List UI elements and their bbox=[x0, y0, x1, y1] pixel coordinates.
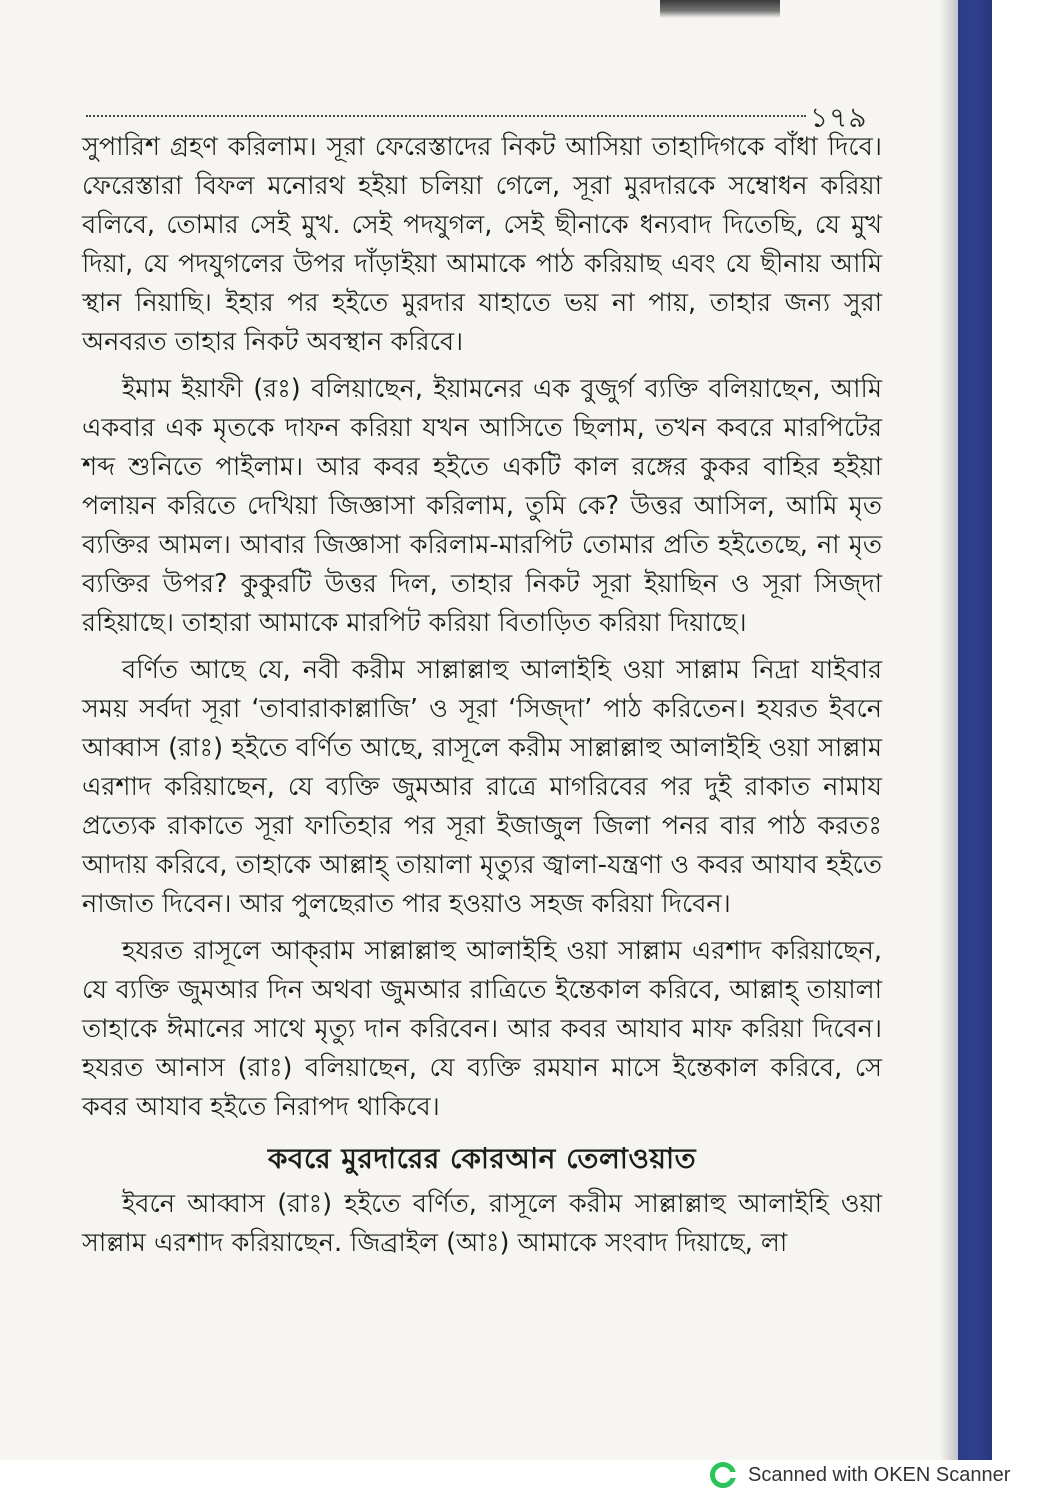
page-edge-shadow bbox=[940, 0, 958, 1460]
scanner-watermark-text: Scanned with OKEN Scanner bbox=[748, 1463, 1011, 1486]
section-paragraph: ইবনে আব্বাস (রাঃ) হইতে বর্ণিত, রাসূলে করীম সাল্লাল্লাহু আলাইহি ওয়া সাল্লাম এরশাদ করিয়াছেন. জিব্রাইল (আঃ) আমাকে সংবাদ দিয়াছে, লা bbox=[82, 1189, 882, 1258]
scanner-watermark bbox=[710, 1458, 1010, 1492]
scan-shadow bbox=[660, 0, 780, 18]
book-spine bbox=[958, 0, 992, 1460]
page-number: ১৭৯ bbox=[810, 101, 868, 134]
paragraph-3: বর্ণিত আছে যে, নবী করীম সাল্লাল্লাহু আলাইহি ওয়া সাল্লাম নিদ্রা যাইবার সময় সর্বদা সূরা ‘তাবারাকাল্লাজি’ ও সূরা ‘সিজ্‌দা’ পাঠ করিতেন। হযরত ইবনে আব্বাস (রাঃ) হইতে বর্ণিত আছে, রাসূলে করীম সাল্লাল্লাহু আলাইহি ওয়া সাল্লাম এরশাদ করিয়াছেন, যে ব্যক্তি জুমআর রাত্রে মাগরিবের পর দুই রাকাত নামায প্রত্যেক রাকাতে সূরা ফাতিহার পর সূরা ইজাজুল জিলা পনর বার পাঠ করতঃ আদায় করিবে, তাহাকে আল্লাহ্‌ তায়ালা মৃত্যুর জ্বালা-যন্ত্রণা ও কবর আযাব হইতে নাজাত দিবেন। আর পুলছেরাত পার হওয়াও সহজ করিয়া দিবেন। bbox=[82, 655, 882, 919]
paragraph-4: হযরত রাসূলে আক্‌রাম সাল্লাল্লাহু আলাইহি ওয়া সাল্লাম এরশাদ করিয়াছেন, যে ব্যক্তি জুমআর দিন অথবা জুমআর রাত্রিতে ইন্তেকাল করিবে, আল্লাহ্‌ তায়ালা তাহাকে ঈমানের সাথে মৃত্যু দান করিবেন। আর কবর আযাব মাফ করিয়া দিবেন। হযরত আনাস (রাঃ) বলিয়াছেন, যে ব্যক্তি রমযান মাসে ইন্তেকাল করিবে, সে কবর আযাব হইতে নিরাপদ থাকিবে। bbox=[82, 936, 882, 1122]
body-text bbox=[82, 128, 882, 1271]
paragraph-1: সুপারিশ গ্রহণ করিলাম। সূরা ফেরেস্তাদের নিকট আসিয়া তাহাদিগকে বাঁধা দিবে। ফেরেস্তারা বিফল মনোরথ হইয়া চলিয়া গেলে, সূরা মুরদারকে সম্বোধন করিয়া বলিবে, তোমার সেই মুখ. সেই পদযুগল, সেই ছীনাকে ধন্যবাদ দিতেছি, যে মুখ দিয়া, যে পদযুগলের উপর দাঁড়াইয়া আমাকে পাঠ করিয়াছ এবং যে ছীনায় আমি স্থান নিয়াছি। ইহার পর হইতে মুরদার যাহাতে ভয় না পায়, তাহার জন্য সুরা অনবরত তাহার নিকট অবস্থান করিবে। bbox=[82, 132, 882, 357]
section-heading: কবরে মুরদারের কোরআন তেলাওয়াত bbox=[267, 1142, 697, 1175]
paragraph-2: ইমাম ইয়াফী (রঃ) বলিয়াছেন, ইয়ামনের এক বুজুর্গ ব্যক্তি বলিয়াছেন, আমি একবার এক মৃতকে দাফন করিয়া যখন আসিতে ছিলাম, তখন কবরে মারপিটের শব্দ শুনিতে পাইলাম। আর কবর হইতে একটি কাল রঙ্গের কুকর বাহির হইয়া পলায়ন করিতে দেখিয়া জিজ্ঞাসা করিলাম, তুমি কে? উত্তর আসিল, আমি মৃত ব্যক্তির আমল। আবার জিজ্ঞাসা করিলাম-মারপিট তোমার প্রতি হইতেছে, না মৃত ব্যক্তির উপর? কুকুরটি উত্তর দিল, তাহার নিকট সূরা ইয়াছিন ও সূরা সিজ্‌দা রহিয়াছে। তাহারা আমাকে মারপিট করিয়া বিতাড়িত করিয়া দিয়াছে। bbox=[82, 374, 882, 638]
oken-scanner-logo-icon bbox=[710, 1462, 736, 1488]
header-rule bbox=[86, 115, 806, 117]
